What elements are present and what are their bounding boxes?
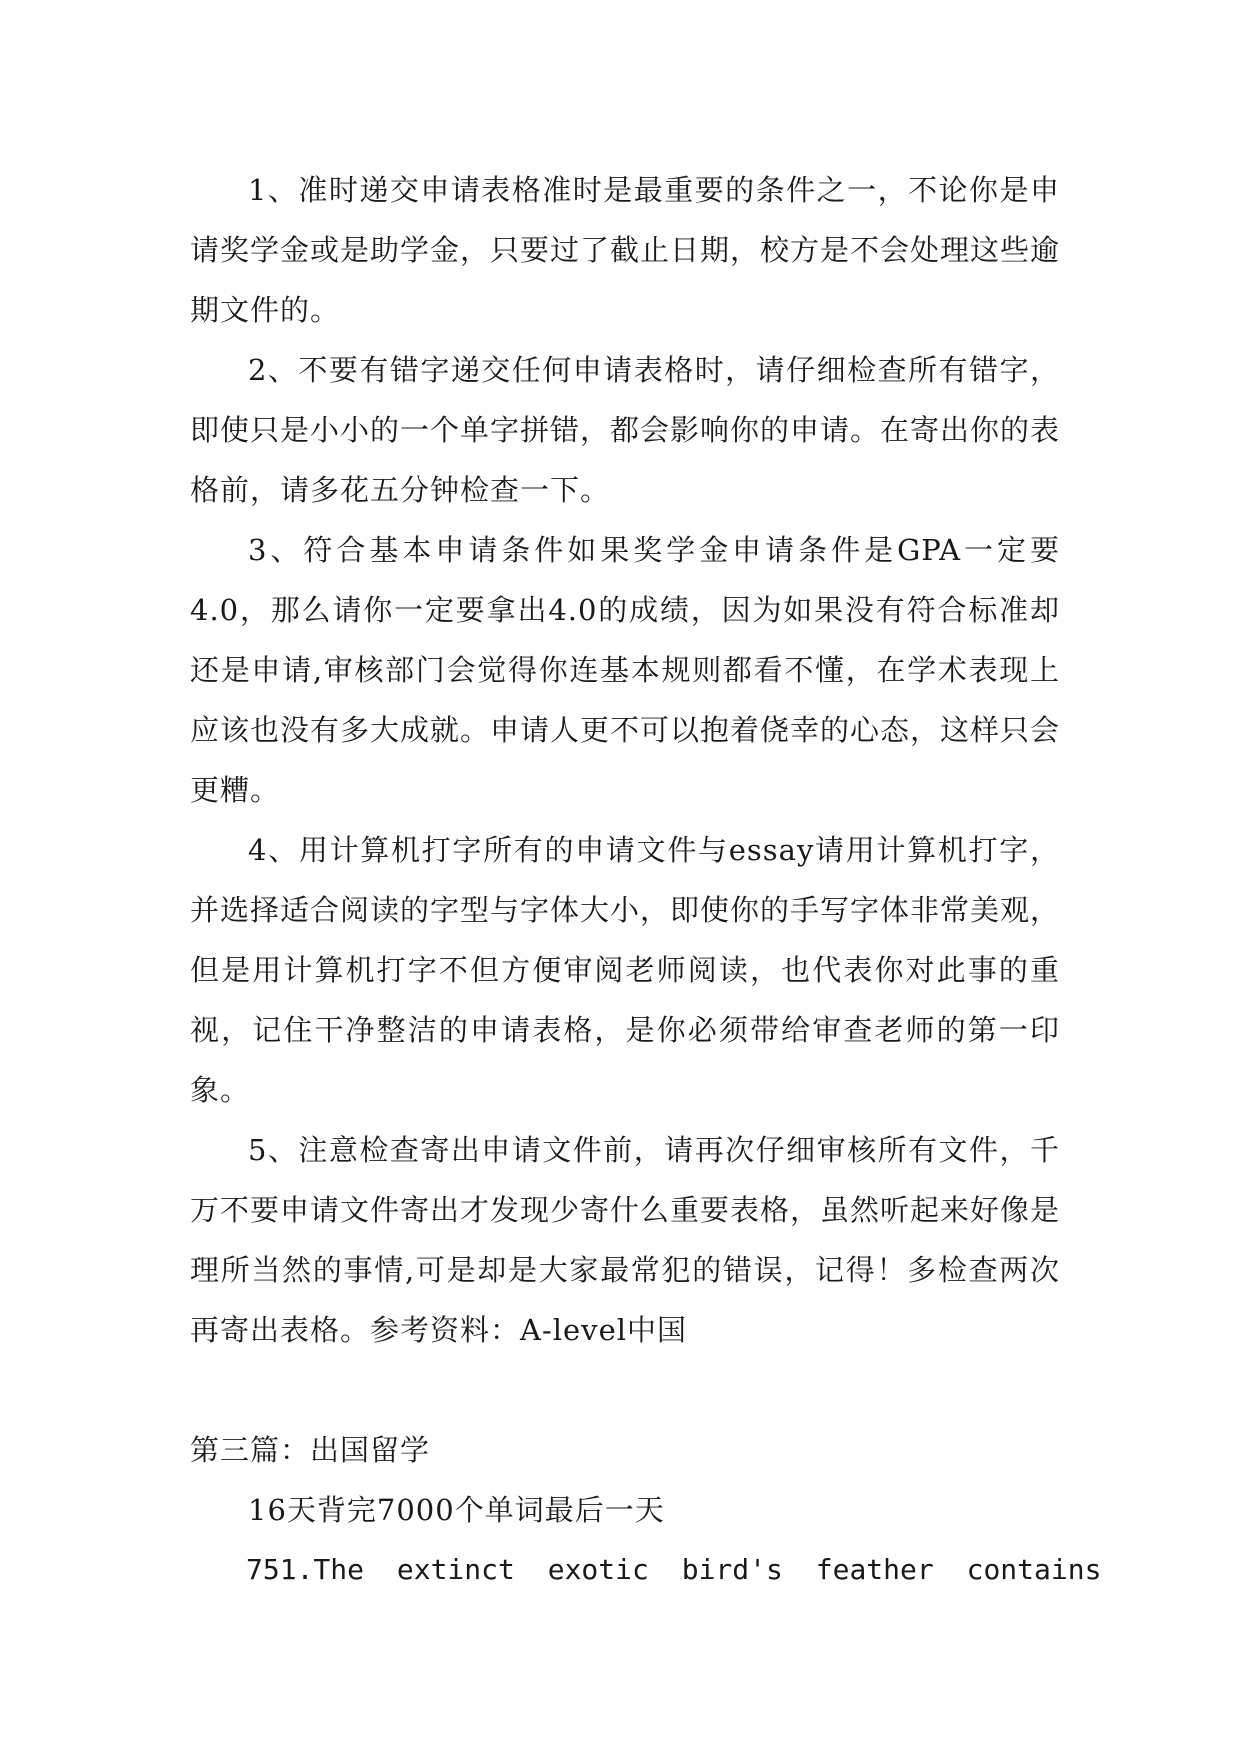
document-body: [190, 160, 1102, 1600]
paragraph-5: 5、注意检查寄出申请文件前，请再次仔细审核所有文件，千万不要申请文件寄出才发现少寄什么重要表格，虽然听起来好像是理所当然的事情,可是却是大家最常犯的错误，记得！多检查两次再寄出表格。参考资料：A-level中国: [190, 1133, 1061, 1347]
section-subtitle: 16天背完7000个单词最后一天: [248, 1493, 665, 1527]
vocabulary-sentence: 751.The extinct exotic bird's feather contains: [246, 1553, 1102, 1586]
paragraph-3: 3、符合基本申请条件如果奖学金申请条件是GPA一定要4.0，那么请你一定要拿出4.0的成绩，因为如果没有符合标准却还是申请,审核部门会觉得你连基本规则都看不懂，在学术表现上应该也没有多大成就。申请人更不可以抱着侥幸的心态，这样只会更糟。: [190, 533, 1061, 807]
paragraph-2: 2、不要有错字递交任何申请表格时，请仔细检查所有错字，即使只是小小的一个单字拼错，都会影响你的申请。在寄出你的表格前，请多花五分钟检查一下。: [190, 353, 1061, 507]
section-heading: 第三篇：出国留学: [190, 1433, 431, 1467]
paragraph-4: 4、用计算机打字所有的申请文件与essay请用计算机打字，并选择适合阅读的字型与字体大小，即使你的手写字体非常美观，但是用计算机打字不但方便审阅老师阅读，也代表你对此事的重视，记住干净整洁的申请表格，是你必须带给审查老师的第一印象。: [190, 833, 1061, 1107]
paragraph-1: 1、准时递交申请表格准时是最重要的条件之一，不论你是申请奖学金或是助学金，只要过了截止日期，校方是不会处理这些逾期文件的。: [190, 173, 1061, 327]
